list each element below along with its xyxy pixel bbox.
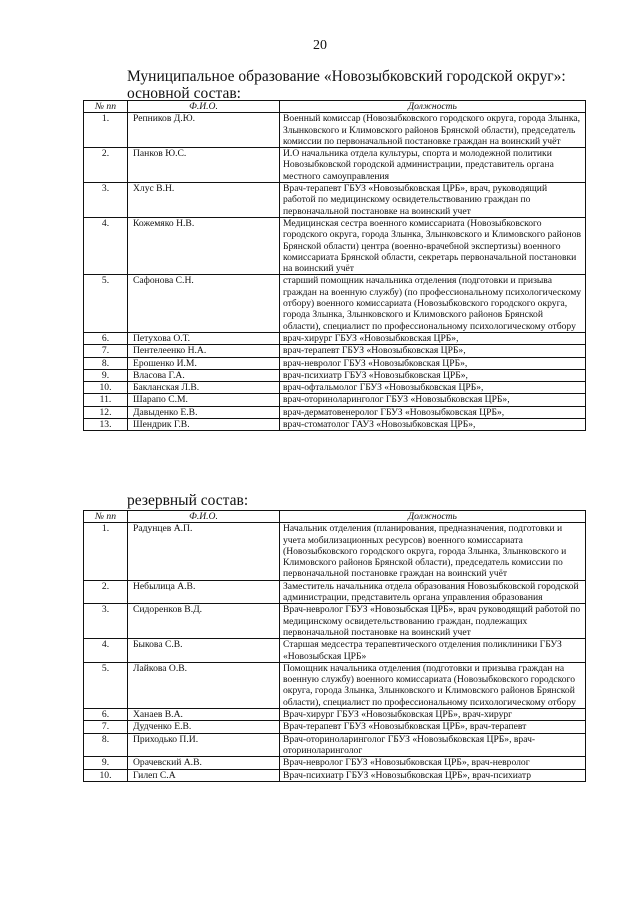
row-number: 3. bbox=[84, 183, 128, 218]
table-row bbox=[84, 113, 586, 148]
member-name: Пентелеенко Н.А. bbox=[128, 345, 280, 357]
table-row bbox=[84, 183, 586, 218]
row-number: 7. bbox=[84, 721, 128, 733]
table-row bbox=[84, 662, 586, 708]
table-header-row bbox=[84, 101, 586, 113]
member-position: Помощник начальника отделения (подготовки и призыва граждан на военную службу) военного комиссариата (Новозыбковского городского округа, города Злынка, Злынковского и Климовского районов Брянской области), специалист по профессиональному психологическому отбору bbox=[280, 662, 586, 708]
member-position: Военный комиссар (Новозыбковского городского округа, города Злынка, Злынковского и Климовского районов Брянской области), председатель комиссии по первоначальной постановке граждан на воинский учёт bbox=[280, 113, 586, 148]
table-row bbox=[84, 604, 586, 639]
table-row bbox=[84, 275, 586, 332]
table-row bbox=[84, 369, 586, 381]
member-position: врач-стоматолог ГАУЗ «Новозыбковская ЦРБ», bbox=[280, 419, 586, 431]
member-name: Гилеп С.А bbox=[128, 769, 280, 781]
main-composition-heading: основной состав: bbox=[127, 85, 241, 102]
member-name: Петухова О.Т. bbox=[128, 332, 280, 344]
row-number: 8. bbox=[84, 733, 128, 757]
member-position: Врач-психиатр ГБУЗ «Новозыбковская ЦРБ», врач-психиатр bbox=[280, 769, 586, 781]
column-header-position: Должность bbox=[280, 101, 586, 113]
member-position: Медицинская сестра военного комиссариата (Новозыбковского городского округа, города Злынка, Злынковского и Климовского районов Брянской области) центра (военно-врачебной экспертизы) военного комиссариата Брянской области, секретарь первоначальной постановки на воинский учёт bbox=[280, 217, 586, 274]
reserve-composition-table bbox=[83, 510, 586, 782]
member-name: Власова Г.А. bbox=[128, 369, 280, 381]
table-row bbox=[84, 709, 586, 721]
member-position: Врач-терапевт ГБУЗ «Новозыбковская ЦРБ», врач, руководящий работой по медицинскому освидетельствованию граждан по первоначальной постановке на воинский учет bbox=[280, 183, 586, 218]
reserve-composition-heading: резервный состав: bbox=[127, 492, 249, 509]
row-number: 1. bbox=[84, 523, 128, 580]
table-row bbox=[84, 733, 586, 757]
member-name: Сидоренков В.Д. bbox=[128, 604, 280, 639]
row-number: 7. bbox=[84, 345, 128, 357]
member-name: Хлус В.Н. bbox=[128, 183, 280, 218]
row-number: 1. bbox=[84, 113, 128, 148]
member-name: Давыденко Е.В. bbox=[128, 406, 280, 418]
column-header-name: Ф.И.О. bbox=[128, 511, 280, 523]
row-number: 9. bbox=[84, 369, 128, 381]
table-row bbox=[84, 769, 586, 781]
member-name: Панков Ю.С. bbox=[128, 148, 280, 183]
column-header-position: Должность bbox=[280, 511, 586, 523]
member-name: Шендрик Г.В. bbox=[128, 419, 280, 431]
row-number: 8. bbox=[84, 357, 128, 369]
table-row bbox=[84, 382, 586, 394]
column-header-number: № пп bbox=[84, 101, 128, 113]
row-number: 5. bbox=[84, 275, 128, 332]
row-number: 13. bbox=[84, 419, 128, 431]
section-heading: Муниципальное образование «Новозыбковский городской округ»: bbox=[127, 68, 566, 85]
table-row bbox=[84, 406, 586, 418]
member-name: Ханаев В.А. bbox=[128, 709, 280, 721]
member-position: Старшая медсестра терапевтического отделения поликлиники ГБУЗ «Новозыбская ЦРБ» bbox=[280, 639, 586, 663]
table-header-row bbox=[84, 511, 586, 523]
row-number: 9. bbox=[84, 757, 128, 769]
member-name: Небылица А.В. bbox=[128, 580, 280, 604]
table-row bbox=[84, 357, 586, 369]
member-position: Врач-невролог ГБУЗ «Новозыбковская ЦРБ», врач-невролог bbox=[280, 757, 586, 769]
table-row bbox=[84, 639, 586, 663]
member-name: Орачевский А.В. bbox=[128, 757, 280, 769]
page-number: 20 bbox=[313, 38, 327, 53]
member-name: Ерошенко И.М. bbox=[128, 357, 280, 369]
row-number: 4. bbox=[84, 217, 128, 274]
row-number: 3. bbox=[84, 604, 128, 639]
member-name: Репников Д.Ю. bbox=[128, 113, 280, 148]
row-number: 12. bbox=[84, 406, 128, 418]
member-position: врач-офтальмолог ГБУЗ «Новозыбковская ЦРБ», bbox=[280, 382, 586, 394]
member-position: Заместитель начальника отдела образования Новозыбковской городской администрации, представитель органа управления образования bbox=[280, 580, 586, 604]
member-name: Дудченко Е.В. bbox=[128, 721, 280, 733]
member-position: Врач-невролог ГБУЗ «Новозыбская ЦРБ», врач руководящий работой по медицинскому освидетельствованию граждан, подлежащих первоначальной постановке на воинский учет bbox=[280, 604, 586, 639]
row-number: 6. bbox=[84, 332, 128, 344]
member-name: Сафонова С.Н. bbox=[128, 275, 280, 332]
row-number: 4. bbox=[84, 639, 128, 663]
member-position: Начальник отделения (планирования, предназначения, подготовки и учета мобилизационных ресурсов) военного комиссариата (Новозыбковского городского округа, города Злынка, Злынковского и Климовского районов Брянской области), председатель комиссии по первоначальной постановке граждан на воинский учёт bbox=[280, 523, 586, 580]
table-row bbox=[84, 419, 586, 431]
member-name: Бакланская Л.В. bbox=[128, 382, 280, 394]
member-name: Быкова С.В. bbox=[128, 639, 280, 663]
row-number: 2. bbox=[84, 580, 128, 604]
table-row bbox=[84, 332, 586, 344]
table-row bbox=[84, 580, 586, 604]
member-position: врач-терапевт ГБУЗ «Новозыбковская ЦРБ», bbox=[280, 345, 586, 357]
member-position: врач-невролог ГБУЗ «Новозыбковская ЦРБ», bbox=[280, 357, 586, 369]
row-number: 6. bbox=[84, 709, 128, 721]
member-position: врач-дерматовенеролог ГБУЗ «Новозыбковская ЦРБ», bbox=[280, 406, 586, 418]
row-number: 11. bbox=[84, 394, 128, 406]
member-position: врач-психиатр ГБУЗ «Новозыбковская ЦРБ», bbox=[280, 369, 586, 381]
table-row bbox=[84, 345, 586, 357]
table-row bbox=[84, 523, 586, 580]
table-row bbox=[84, 148, 586, 183]
column-header-name: Ф.И.О. bbox=[128, 101, 280, 113]
member-position: старший помощник начальника отделения (подготовки и призыва граждан на военную службу) (по профессиональному психологическому отбору) военного комиссариата (Новозыбковского городского округа, города Злынка, Злынковского и Климовского районов Брянской области), специалист по профессиональному психологическому отбору bbox=[280, 275, 586, 332]
main-composition-table bbox=[83, 100, 586, 431]
member-position: И.О начальника отдела культуры, спорта и молодежной политики Новозыбковской городской администрации, представитель органа местного самоуправления bbox=[280, 148, 586, 183]
row-number: 5. bbox=[84, 662, 128, 708]
member-position: врач-хирург ГБУЗ «Новозыбковская ЦРБ», bbox=[280, 332, 586, 344]
member-name: Радунцев А.П. bbox=[128, 523, 280, 580]
table-row bbox=[84, 217, 586, 274]
table-row bbox=[84, 757, 586, 769]
member-position: врач-оториноларинголог ГБУЗ «Новозыбковская ЦРБ», bbox=[280, 394, 586, 406]
column-header-number: № пп bbox=[84, 511, 128, 523]
row-number: 2. bbox=[84, 148, 128, 183]
member-position: Врач-хирург ГБУЗ «Новозыбковская ЦРБ», врач-хирург bbox=[280, 709, 586, 721]
member-position: Врач-терапевт ГБУЗ «Новозыбковская ЦРБ», врач-терапевт bbox=[280, 721, 586, 733]
member-name: Шарапо С.М. bbox=[128, 394, 280, 406]
member-name: Кожемяко Н.В. bbox=[128, 217, 280, 274]
member-position: Врач-оториноларинголог ГБУЗ «Новозыбковская ЦРБ», врач-оториноларинголог bbox=[280, 733, 586, 757]
row-number: 10. bbox=[84, 769, 128, 781]
member-name: Лайкова О.В. bbox=[128, 662, 280, 708]
table-row bbox=[84, 394, 586, 406]
row-number: 10. bbox=[84, 382, 128, 394]
member-name: Приходько П.И. bbox=[128, 733, 280, 757]
table-row bbox=[84, 721, 586, 733]
